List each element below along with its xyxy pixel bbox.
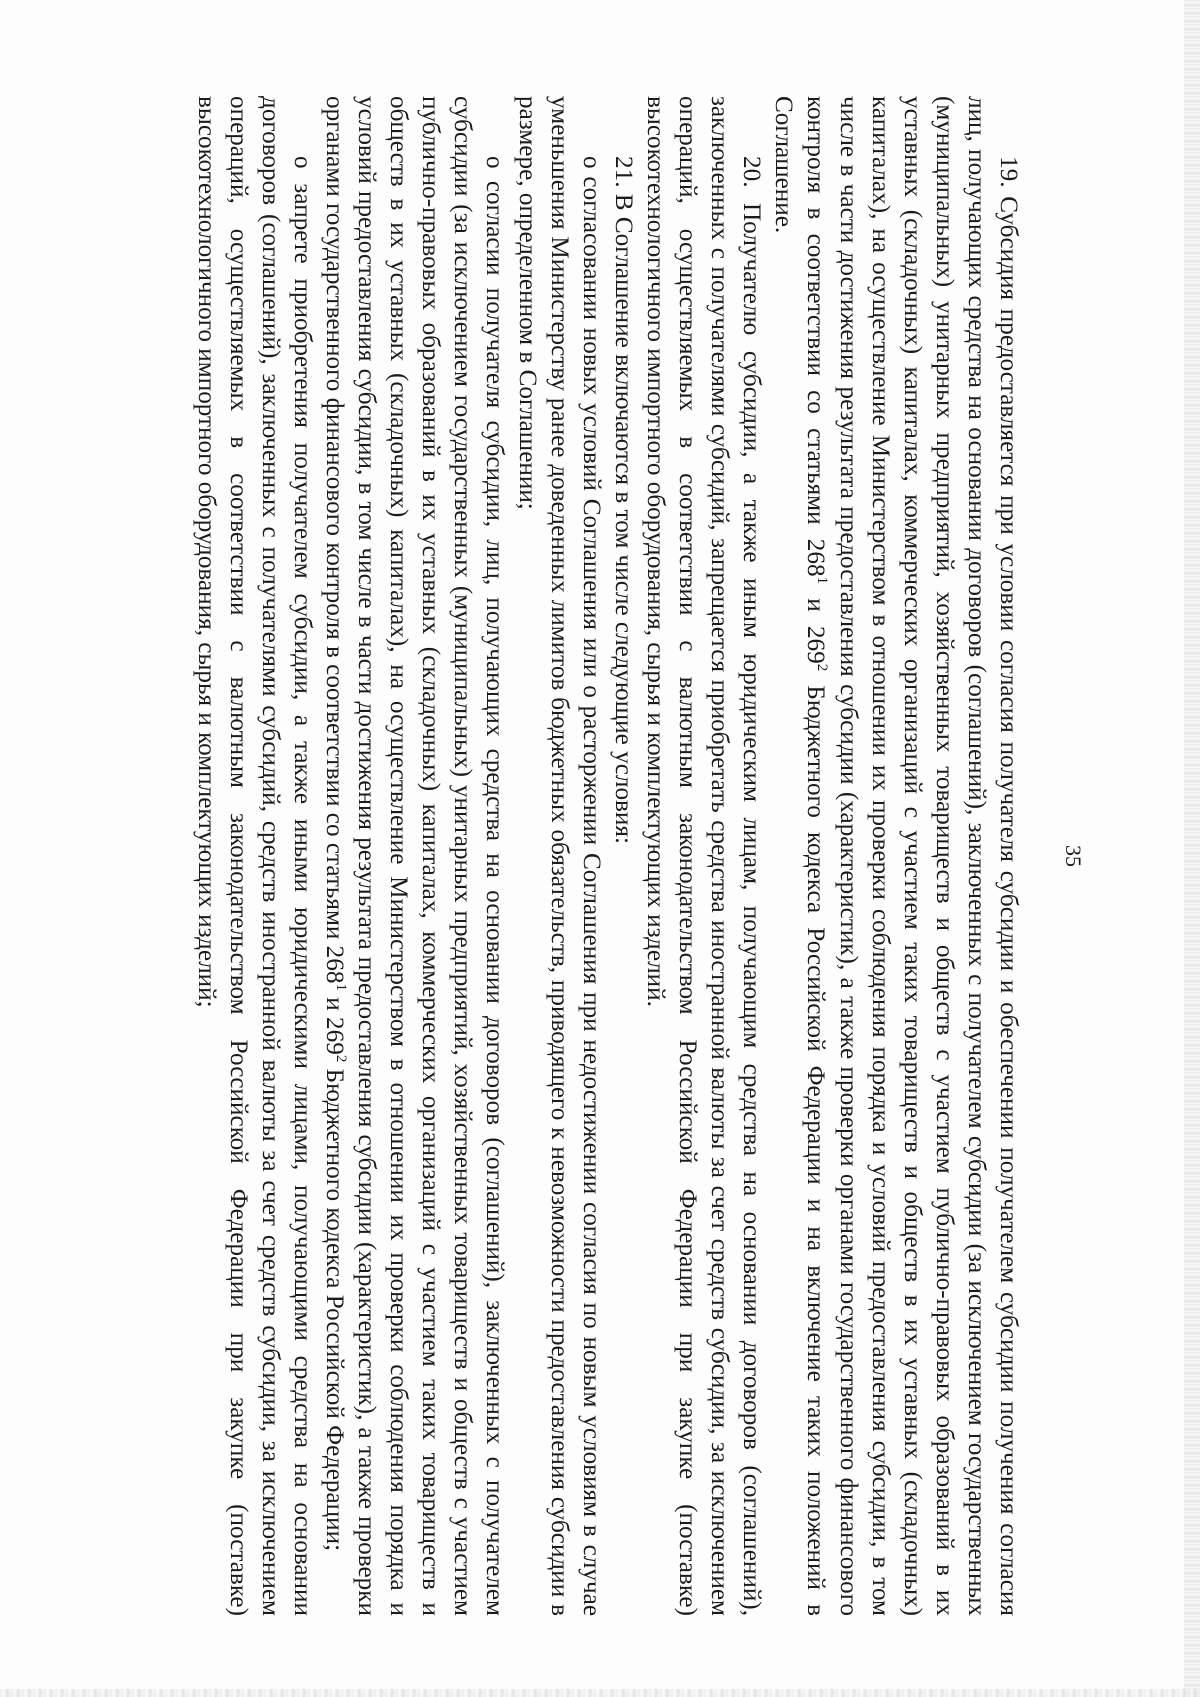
paragraph-21-item-agreement-terms: о согласовании новых условий Соглашения или о расторжении Соглашения при недостижении согласия по новым условиям в случае уменьшения Министерству ранее доведенных лимитов бюджетных обязательств, приводящего к невозможности предоставления субсидии в размере, определенном в Соглашении;: [513, 96, 605, 1616]
article-268-superscript: 1: [814, 576, 831, 585]
paragraph-19-text: 19. Субсидия предоставляется при условии согласия получателя субсидии и обеспечении получателем субсидии получения согласия лиц, получающих средства на основании договоров (соглашений), заключенных с получателем субсидии (за исключением государственных (муниципальных) унитарных предприятий, хозяйственных товариществ и обществ с участием публично-правовых образований в их уставных (складочных) капиталах, коммерческих организаций с участием таких товариществ и обществ в их уставных (складочных) капиталах), на осуществление Министерством в отношении их проверки соблюдения порядка и условий предоставления субсидии, в том числе в части достижения результата предоставления субсидии (характеристик), а также проверки органами государственного финансового контроля в соответствии со статьями: [802, 96, 1022, 1616]
article-268: 268: [321, 945, 349, 984]
rotated-text-block: [167, 96, 1087, 1616]
paragraph-20: 20. Получателю субсидии, а также иным юридическим лицам, получающим средства на основании договоров (соглашений), заключенных с получателями субсидий, запрещается приобретать средства иностранной валюты за счет средств субсидии, за исключением операций, осуществляемых в соответствии с валютным законодательством Российской Федерации при закупке (поставке) высокотехнологичного импортного оборудования, сырья и комплектующих изделий.: [641, 96, 766, 1616]
document-body: [190, 96, 1024, 1616]
paragraph-21-consent-text: о согласии получателя субсидии, лиц, получающих средства на основании договоров (соглашений), заключенных с получателем субсидии (за исключением государственных (муниципальных) унитарных предприятий, хозяйственных товариществ и обществ с участием публично-правовых образований в их уставных (складочных) капиталах, коммерческих организаций с участием таких товариществ и обществ в их уставных (складочных) капиталах), на осуществление Министерством в отношении их проверки соблюдения порядка и условий предоставления субсидии, в том числе в части достижения результата предоставления субсидии (характеристик), а также проверки органами государственного финансового контроля в соответствии со статьями: [321, 96, 509, 1616]
conjunction: и: [802, 598, 830, 612]
article-269: 269: [321, 1017, 349, 1055]
article-269: 269: [802, 625, 830, 664]
scan-edge-bottom: [0, 1689, 1200, 1697]
article-268: 268: [802, 538, 830, 577]
article-269-superscript: 2: [814, 663, 831, 672]
scan-edge-right: [1184, 0, 1200, 1697]
paragraph-21-consent-ending: Бюджетного кодекса Российской Федерации;: [321, 1068, 349, 1552]
paragraph-21: 21. В Соглашение включаются в том числе следующие условия:: [609, 156, 637, 844]
paragraph-21-item-consent: [318, 96, 511, 1616]
paragraph-19-ending: Бюджетного кодекса Российской Федерации и на включение таких положений в Соглашение.: [770, 96, 830, 1617]
paragraph-19: [767, 96, 1024, 1616]
conjunction: и: [321, 997, 349, 1011]
article-269-superscript: 2: [333, 1054, 350, 1063]
page-number: 35: [1061, 845, 1086, 867]
article-268-superscript: 1: [333, 983, 350, 991]
paragraph-21-item-currency-ban: о запрете приобретения получателем субсидии, а также иными юридическими лицами, получающими средства на основании договоров (соглашений), заключенных с получателями субсидий, средств иностранной валюты за счет средств субсидии, за исключением операций, осуществляемых в соответствии с валютным законодательством Российской Федерации при закупке (поставке) высокотехнологичного импортного оборудования, сырья и комплектующих изделий;: [192, 96, 316, 1616]
